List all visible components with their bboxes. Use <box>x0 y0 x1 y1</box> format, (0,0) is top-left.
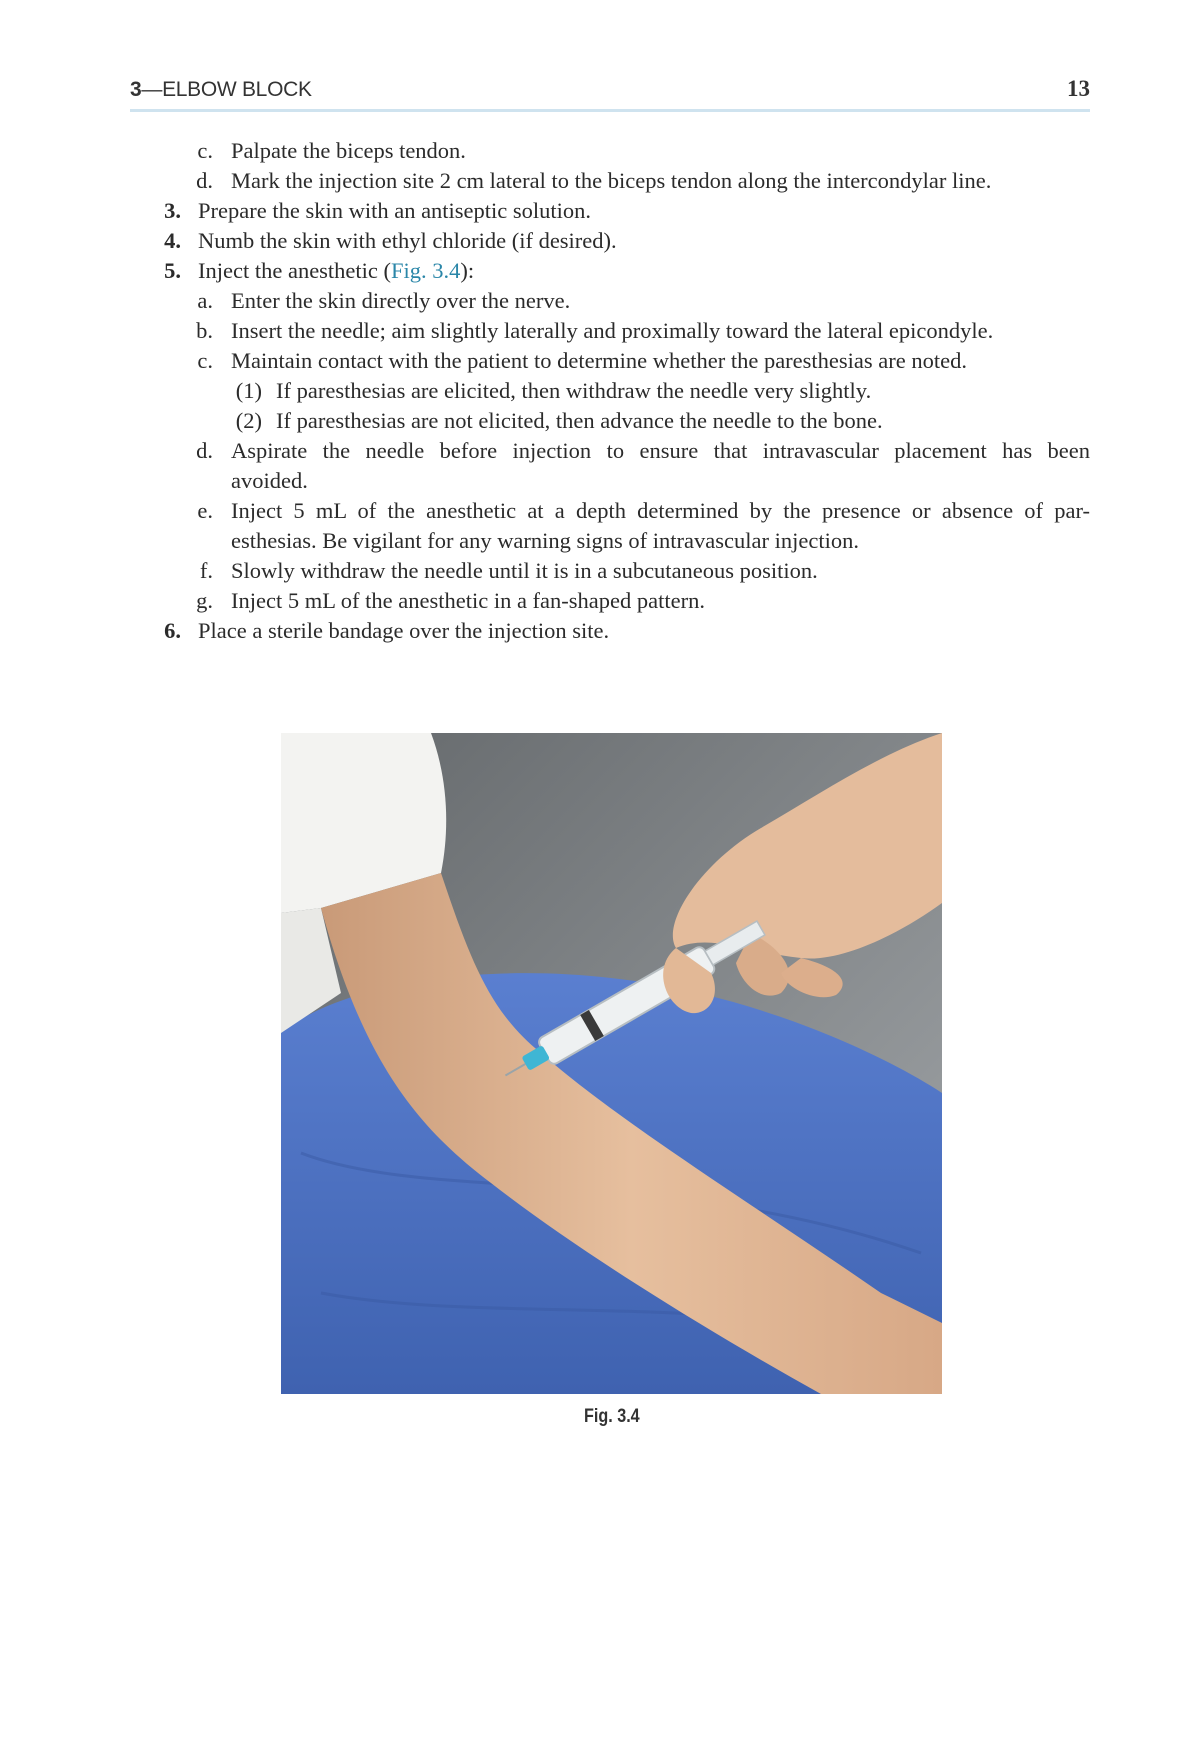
item-text: Insert the needle; aim slightly laterally and proximally toward the lateral epicondyle. <box>231 318 994 343</box>
chapter-separator: — <box>141 78 163 101</box>
item-text: Inject 5 mL of the anesthetic in a fan-shaped pattern. <box>231 588 705 613</box>
chapter-title: ELBOW BLOCK <box>162 78 312 101</box>
item-text-line2: avoided. <box>231 468 308 493</box>
item-marker: 6. <box>164 618 181 643</box>
item-text: Mark the injection site 2 cm lateral to the biceps tendon along the intercondylar line. <box>231 168 992 193</box>
item-text-line1: Aspirate the needle before injection to ensure that intravascular placement has been <box>231 438 1090 463</box>
item-marker: c. <box>197 138 213 163</box>
item-marker: g. <box>196 588 213 613</box>
item-marker: c. <box>197 348 213 373</box>
item-text: Prepare the skin with an antiseptic solution. <box>198 198 592 223</box>
chapter-number: 3 <box>130 78 142 101</box>
item-marker: e. <box>197 498 213 523</box>
item-text <box>198 256 474 286</box>
item-text: Enter the skin directly over the nerve. <box>231 288 571 313</box>
elbow-injection-illustration <box>281 733 942 1394</box>
chapter-label <box>130 78 312 102</box>
item-text-line2: esthesias. Be vigilant for any warning signs of intravascular injection. <box>231 528 859 553</box>
item-text: Slowly withdraw the needle until it is in a subcutaneous position. <box>231 558 818 583</box>
item-marker: (2) <box>235 408 262 433</box>
item-text-before: Inject the anesthetic ( <box>198 258 392 283</box>
item-marker: 5. <box>164 258 181 283</box>
item-marker: d. <box>196 438 213 463</box>
page-header <box>130 74 1090 112</box>
page-number: 13 <box>1067 76 1090 101</box>
item-marker: a. <box>197 288 213 313</box>
item-marker: f. <box>199 558 213 583</box>
figure-caption: Fig. 3.4 <box>584 1406 640 1427</box>
item-text: Maintain contact with the patient to determine whether the paresthesias are noted. <box>231 348 967 373</box>
item-marker: 4. <box>164 228 181 253</box>
item-text: If paresthesias are not elicited, then advance the needle to the bone. <box>276 408 883 433</box>
item-text: If paresthesias are elicited, then withdraw the needle very slightly. <box>276 378 872 403</box>
item-text-after: ): <box>460 258 475 283</box>
item-text: Place a sterile bandage over the injection site. <box>198 618 610 643</box>
item-marker: b. <box>196 318 213 343</box>
item-text-line1: Inject 5 mL of the anesthetic at a depth determined by the presence or absence of par- <box>231 498 1090 523</box>
item-marker: 3. <box>164 198 181 223</box>
figure-link[interactable]: Fig. 3.4 <box>391 258 461 283</box>
item-text: Palpate the biceps tendon. <box>231 138 466 163</box>
figure-photo <box>281 733 942 1394</box>
item-marker: d. <box>196 168 213 193</box>
item-marker: (1) <box>235 378 262 403</box>
item-text: Numb the skin with ethyl chloride (if desired). <box>198 228 617 253</box>
